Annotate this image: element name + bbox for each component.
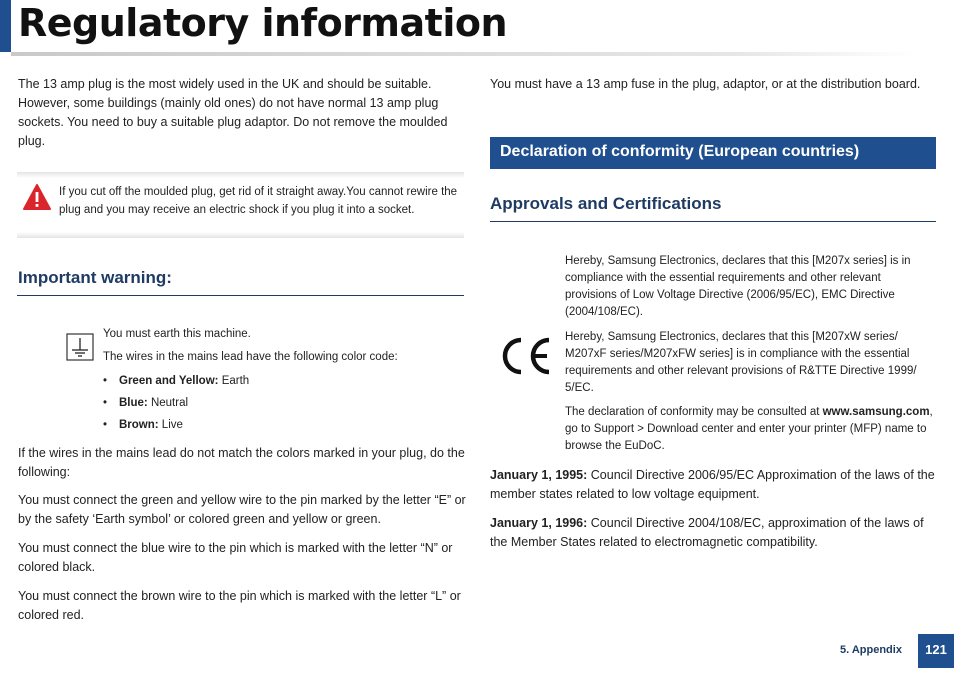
wire-mismatch-paragraph: If the wires in the mains lead do not match the colors marked in your plug, do the following:: [18, 446, 465, 479]
heading-rule: [490, 221, 936, 222]
consult-text: The declaration of conformity may be consulted at: [565, 406, 823, 418]
neutral-wire-paragraph: You must connect the blue wire to the pin which is marked with the letter “N” or colored black.: [18, 541, 453, 574]
bullet-value: Neutral: [147, 397, 189, 409]
consult-text-end: , go to Support > Download center and enter your printer (MFP) name to browse the EuDoC.: [565, 406, 933, 452]
date-label: January 1, 1996:: [490, 516, 588, 530]
directive-text: Council Directive 2004/108/EC, approximation of the laws of the Member States related to electromagnetic compatibility.: [490, 516, 924, 549]
list-item: [103, 392, 463, 414]
list-item: [103, 414, 463, 436]
conformity-banner-title: Declaration of conformity (European countries): [500, 143, 860, 160]
footer-section-label: 5. Appendix: [840, 644, 902, 656]
approvals-heading: Approvals and Certifications: [490, 194, 722, 213]
note-line-color-code: The wires in the mains lead have the following color code:: [103, 351, 398, 363]
intro-paragraph: The 13 amp plug is the most widely used in the UK and should be suitable. However, some buildings (mainly old ones) do not have normal 13 amp plug sockets. You need to buy a suitable plug adaptor. Do not remove the moulded plug.: [18, 77, 448, 148]
note-icon: [66, 333, 94, 361]
page-title: Regulatory information: [18, 1, 508, 45]
directive-1996: [490, 514, 938, 552]
important-warning-heading: Important warning:: [18, 268, 172, 287]
wire-color-list: [103, 370, 463, 436]
list-item: [103, 370, 463, 392]
declaration-m207xw: Hereby, Samsung Electronics, declares that this [M207xW series/ M207xF series/M207xFW series] is in compliance with the essential requirements and other relevant provisions of R&TTE Directive 1999/ 5/EC.: [565, 331, 917, 394]
note-line-earth: You must earth this machine.: [103, 328, 251, 340]
directive-text: Council Directive 2006/95/EC Approximation of the laws of the member states related to low voltage equipment.: [490, 468, 935, 501]
page-number: 121: [918, 634, 954, 668]
warning-triangle-icon: [22, 183, 52, 211]
date-label: January 1, 1995:: [490, 468, 588, 482]
live-wire-paragraph: You must connect the brown wire to the pin which is marked with the letter “L” or colored red.: [18, 589, 461, 622]
fuse-paragraph: You must have a 13 amp fuse in the plug, adaptor, or at the distribution board.: [490, 77, 921, 91]
earth-wire-paragraph: You must connect the green and yellow wire to the pin marked by the letter “E” or by the safety ‘Earth symbol’ or colored green and yellow or green.: [18, 493, 466, 526]
title-divider: [11, 52, 916, 56]
declaration-m207x: Hereby, Samsung Electronics, declares that this [M207x series] is in compliance with the essential requirements and other relevant provisions of Low Voltage Directive (2006/95/EC), EMC Directive (2004/108/EC).: [565, 255, 911, 318]
declaration-consult: [565, 404, 935, 455]
ce-mark-icon: [497, 334, 553, 378]
directive-1995: [490, 466, 938, 504]
bullet-value: Live: [158, 419, 183, 431]
bullet-label: Blue:: [119, 397, 148, 409]
bullet-value: Earth: [218, 375, 250, 387]
bullet-label: Brown:: [119, 419, 159, 431]
heading-rule: [17, 295, 464, 296]
title-accent-bar: [0, 0, 11, 52]
bullet-label: Green and Yellow:: [119, 375, 219, 387]
warning-text: If you cut off the moulded plug, get rid of it straight away.You cannot rewire the plug and you may receive an electric shock if you plug it into a socket.: [59, 186, 458, 216]
samsung-link[interactable]: www.samsung.com: [822, 406, 930, 418]
